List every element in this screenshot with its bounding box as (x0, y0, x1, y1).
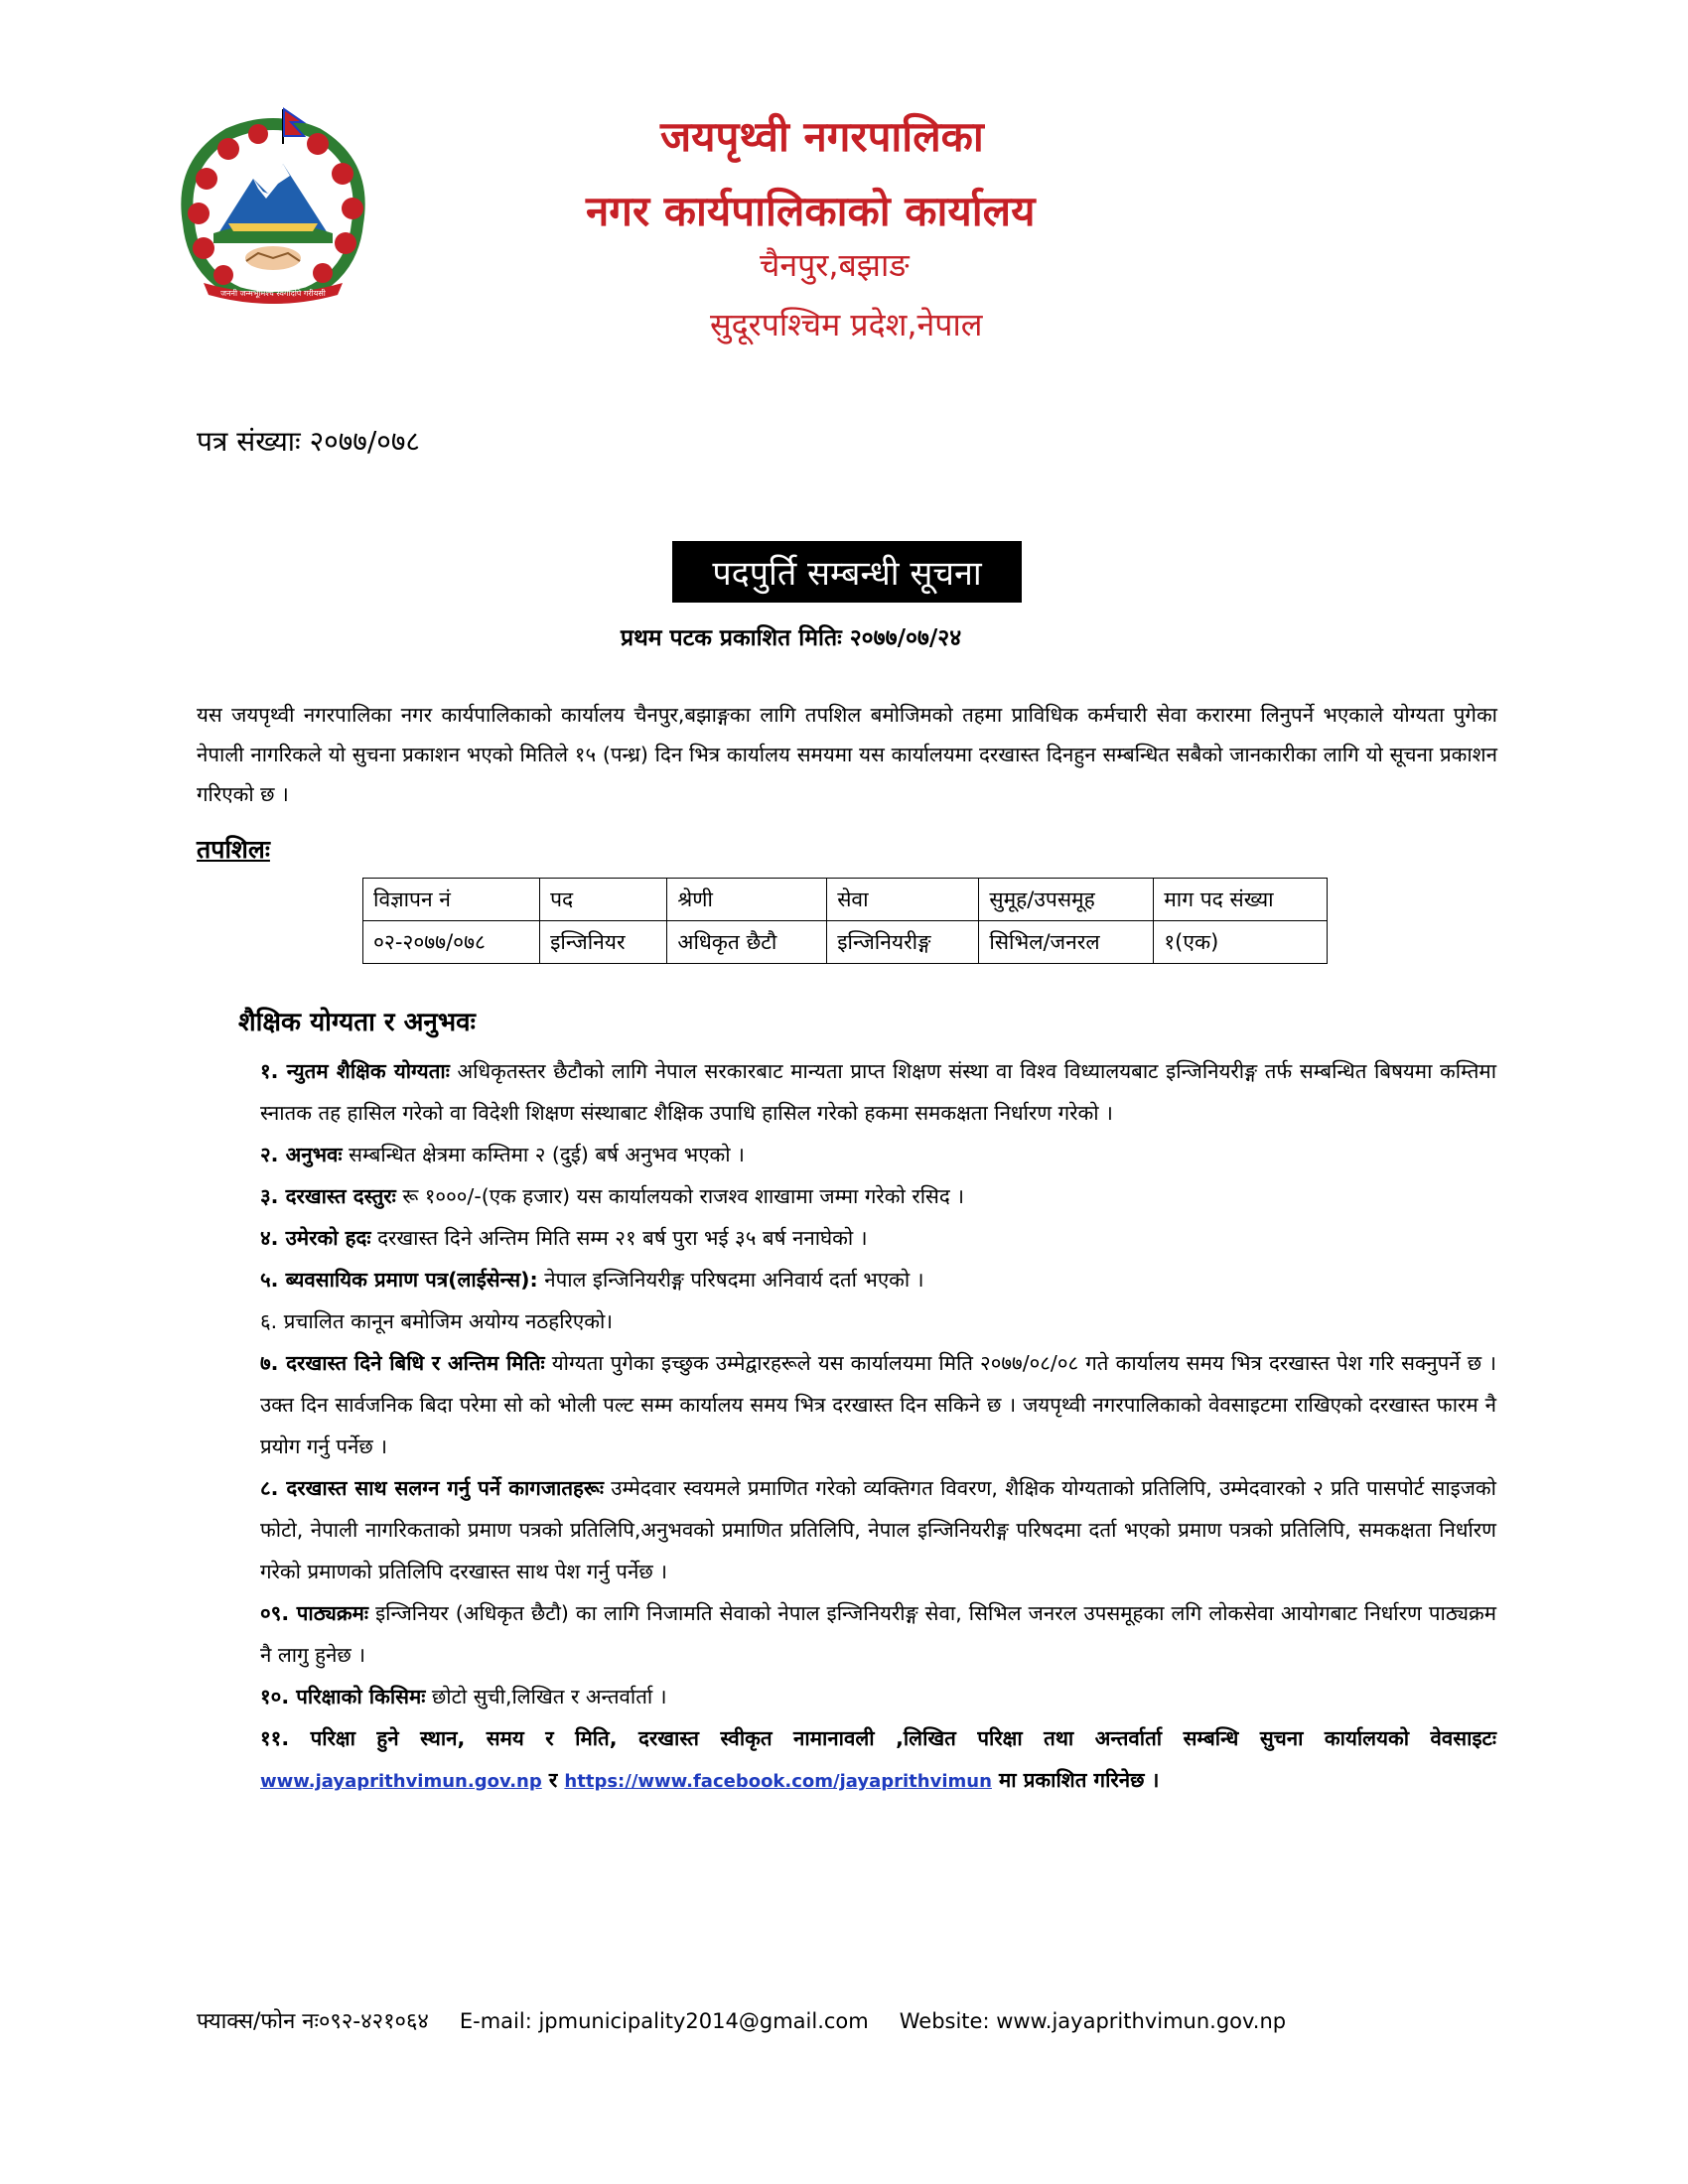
table-header-cell: सुमूह/उपसमूह (979, 879, 1154, 921)
item-text: नेपाल इन्जिनियरीङ्ग परिषदमा अनिवार्य दर्ता भएको । (537, 1268, 924, 1292)
footer-email: E-mail: jpmunicipality2014@gmail.com (459, 2009, 869, 2033)
item-11-tail: मा प्रकाशित गरिनेछ । (991, 1768, 1160, 1792)
item-label: ४. उमेरको हदः (260, 1226, 371, 1250)
organization-name: जयपृथ्वी नगरपालिका (660, 112, 984, 161)
notice-title: पदपुर्ति सम्बन्धी सूचना (672, 541, 1022, 603)
list-item (260, 1592, 1496, 1676)
address-line-2: सुदूरपश्चिम प्रदेश,नेपाल (710, 306, 983, 343)
qualification-list (260, 1050, 1496, 1803)
table-cell: १(एक) (1154, 921, 1328, 964)
item-text: इन्जिनियर (अधिकृत छैटौ) का लागि निजामति सेवाको नेपाल इन्जिनियरीङ्ग सेवा, सिभिल जनरल उपसमूहका लगि लोकसेवा आयोगबाट निर्धारण पाठ्यक्रम नै लागु हुनेछ । (260, 1601, 1496, 1667)
list-item (260, 1342, 1496, 1467)
item-label: ७. दरखास्त दिने बिधि र अन्तिम मितिः (260, 1351, 545, 1375)
coat-of-arms-emblem (159, 104, 387, 308)
table-cell: इन्जिनियर (540, 921, 667, 964)
item-text: योग्यता पुगेका इच्छुक उम्मेद्वारहरूले यस कार्यालयमा मिति २०७७/०८/०८ गते कार्यालय समय भित्र दरखास्त पेश गरि सक्नुपर्ने छ । उक्त दिन सार्वजनिक बिदा परेमा सो को भोली पल्ट सम्म कार्यालय समय भित्र दरखास्त दिन सकिने छ । जयपृथ्वी नगरपालिकाको वेवसाइटमा राखिएको दरखास्त फारम नै प्रयोग गर्नु पर्नेछ । (260, 1351, 1496, 1458)
table-header-cell: श्रेणी (667, 879, 827, 921)
list-item (260, 1175, 1496, 1217)
item-label: ८. दरखास्त साथ सलग्न गर्नु पर्ने कागजातहरूः (260, 1476, 604, 1500)
table-header-cell: माग पद संख्या (1154, 879, 1328, 921)
list-item (260, 1717, 1496, 1803)
list-item (260, 1300, 1496, 1342)
item-text: ६. प्रचालित कानून बमोजिम अयोग्य नठहरिएको। (260, 1309, 614, 1333)
table-row (363, 921, 1328, 964)
mountain-icon (218, 164, 328, 233)
list-item (260, 1676, 1496, 1717)
notice-intro-paragraph: यस जयपृथ्वी नगरपालिका नगर कार्यपालिकाको कार्यालय चैनपुर,बझाङ्गका लागि तपशिल बमोजिमको तहमा प्राविधिक कर्मचारी सेवा करारमा लिनुपर्ने भएकाले योग्यता पुगेका नेपाली नागरिकले यो सुचना प्रकाशन भएको मितिले १५ (पन्ध्र) दिन भित्र कार्यालय समयमा यस कार्यालयमा दरखास्त दिनहुन सम्बन्धित सबैको जानकारीका लागि यो सूचना प्रकाशन गरिएको छ । (197, 703, 1497, 806)
item-text: दरखास्त दिने अन्तिम मिति सम्म २१ बर्ष पुरा भई ३५ बर्ष ननाघेको । (370, 1226, 868, 1250)
item-label: १. न्युतम शैक्षिक योग्यताः (260, 1059, 450, 1083)
item-text: सम्बन्धित क्षेत्रमा कम्तिमा २ (दुई) बर्ष अनुभव भएको । (342, 1143, 745, 1166)
handshake-icon (245, 246, 301, 270)
footer-website: Website: www.jayaprithvimun.gov.np (899, 2009, 1287, 2033)
list-item (260, 1259, 1496, 1300)
item-label: ३. दरखास्त दस्तुरः (260, 1184, 396, 1208)
table-cell: इन्जिनियरीङ्ग (827, 921, 979, 964)
table-cell: सिभिल/जनरल (979, 921, 1154, 964)
address-line-1: चैनपुर,बझाङ (760, 246, 910, 284)
qualification-heading: शैक्षिक योग्यता र अनुभवः (238, 1008, 476, 1037)
letter-number: पत्र संख्याः २०७७/०७८ (197, 425, 420, 458)
item-label: ०९. पाठ्यक्रमः (260, 1601, 369, 1625)
published-date: प्रथम पटक प्रकाशित मितिः २०७७/०७/२४ (621, 625, 962, 651)
list-item (260, 1467, 1496, 1592)
list-item (260, 1050, 1496, 1134)
table-header-cell: सेवा (827, 879, 979, 921)
facebook-link[interactable]: https://www.facebook.com/jayaprithvimun (564, 1771, 992, 1792)
vacancy-table (362, 878, 1328, 964)
item-label: २. अनुभवः (260, 1143, 343, 1166)
table-header-cell: पद (540, 879, 667, 921)
item-11-join: र (541, 1768, 565, 1792)
footer-phone: फ्याक्स/फोन नः०९२-४२१०६४ (197, 2009, 429, 2034)
website-link[interactable]: www.jayaprithvimun.gov.np (260, 1771, 542, 1792)
table-header-cell: विज्ञापन नं (363, 879, 540, 921)
list-item (260, 1134, 1496, 1175)
item-label: १०. परिक्षाको किसिमः (260, 1685, 426, 1708)
item-label: ५. ब्यवसायिक प्रमाण पत्र(लाईसेन्स): (260, 1268, 538, 1292)
item-11-text: ११. परिक्षा हुने स्थान, समय र मिति, दरखास्त स्वीकृत नामानावली ,लिखित परिक्षा तथा अन्तर्वार्ता सम्बन्धि सुचना कार्यालयको वेवसाइटः (260, 1726, 1496, 1750)
table-cell: अधिकृत छैटौ (667, 921, 827, 964)
footer (197, 2005, 1310, 2035)
office-name: नगर कार्यपालिकाको कार्यालय (586, 187, 1036, 235)
item-text: रू १०००/-(एक हजार) यस कार्यालयको राजश्व शाखामा जम्मा गरेको रसिद । (395, 1184, 965, 1208)
item-text: अधिकृतस्तर छैटौको लागि नेपाल सरकारबाट मान्यता प्राप्त शिक्षण संस्था वा विश्व विध्यालयबाट इन्जिनियरीङ्ग तर्फ सम्बन्धित बिषयमा कम्तिमा स्नातक तह हासिल गरेको वा विदेशी शिक्षण संस्थाबाट शैक्षिक उपाधि हासिल गरेको हकमा समकक्षता निर्धारण गरेको । (260, 1059, 1496, 1125)
item-text: छोटो सुची,लिखित र अन्तर्वार्ता । (425, 1685, 667, 1708)
table-cell: ०२-२०७७/०७८ (363, 921, 540, 964)
item-text: उम्मेदवार स्वयमले प्रमाणित गरेको व्यक्तिगत विवरण, शैक्षिक योग्यताको प्रतिलिपि, उम्मेदवारको २ प्रति पासपोर्ट साइजको फोटो, नेपाली नागरिकताको प्रमाण पत्रको प्रतिलिपि,अनुभवको प्रमाणित प्रतिलिपि, नेपाल इन्जिनियरीङ्ग परिषदमा दर्ता भएको प्रमाण पत्रको प्रतिलिपि, समकक्षता निर्धारण गरेको प्रमाणको प्रतिलिपि दरखास्त साथ पेश गर्नु पर्नेछ । (260, 1476, 1496, 1583)
list-item (260, 1217, 1496, 1259)
schedule-heading: तपशिलः (197, 835, 270, 864)
table-header-row (363, 879, 1328, 921)
emblem-motto: जननी जन्मभूमिश्च स्वर्गादपि गरीयसी (220, 289, 326, 298)
